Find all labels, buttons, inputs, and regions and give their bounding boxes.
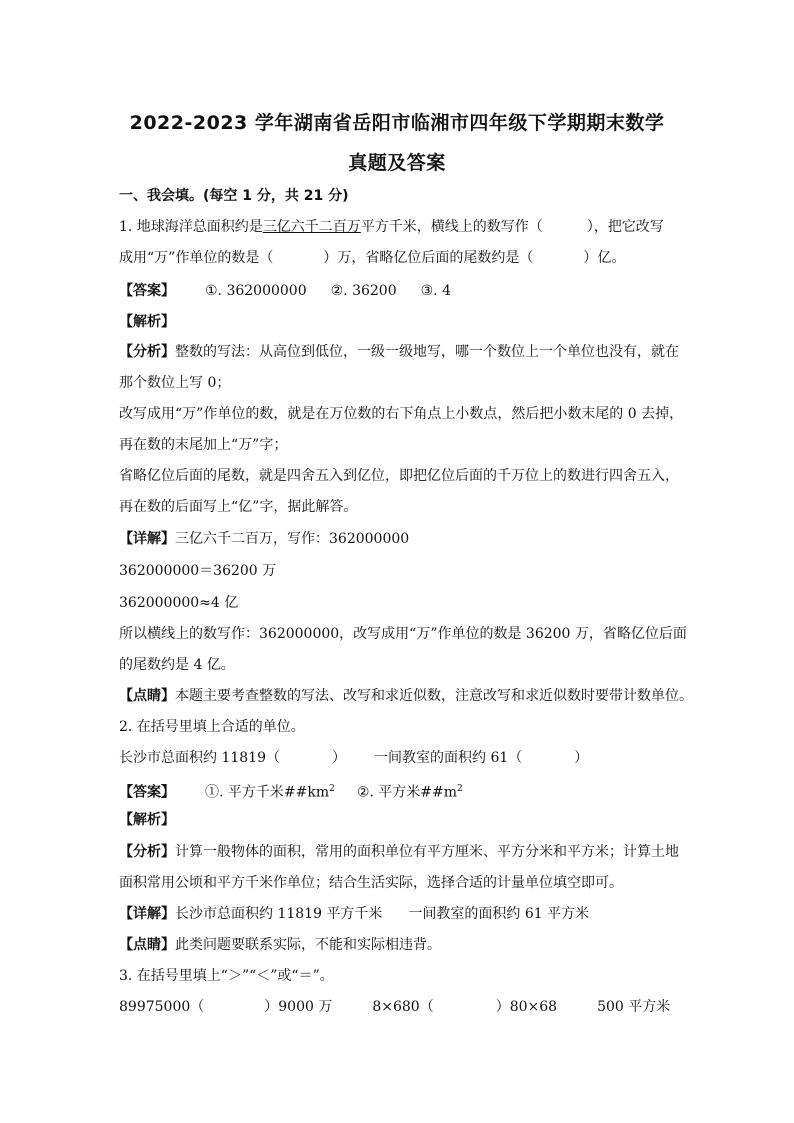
q1-analysis-tag: 【解析】 — [119, 314, 175, 330]
fenxi-tag: 【分析】 — [119, 844, 175, 860]
section-heading: 一、我会填。(每空 1 分，共 21 分) — [119, 188, 349, 204]
q1-stem-a: 1. 地球海洋总面积约是 — [119, 219, 263, 235]
answer-tag: 【答案】 — [119, 283, 175, 299]
fenxi-tag: 【分析】 — [119, 344, 175, 360]
q1-fenxi-6: 再在数的后面写上“亿”字，据此解答。 — [119, 499, 358, 515]
q2-xiangjie — [119, 905, 589, 923]
q2-fenxi-2: 面积常用公顷和平方千米作单位；结合生活实际，选择合适的计量单位填空即可。 — [119, 875, 623, 891]
q1-fenxi-1 — [119, 343, 679, 361]
q1-fenxi-4: 再在数的末尾加上“万”字； — [119, 437, 288, 453]
dianjing-tag: 【点睛】 — [119, 688, 175, 704]
q1-answer-1: ①. 362000000 — [205, 283, 307, 299]
q2-xiangjie-text: 长沙市总面积约 11819 平方千米 — [175, 906, 383, 922]
q1-xiangjie-5: 的尾数约是 4 亿。 — [119, 657, 235, 673]
q1-answer-3: ③. 4 — [420, 283, 451, 299]
q1-xiangjie-1 — [119, 530, 409, 548]
document-title-line1: 2022-2023 学年湖南省岳阳市临湘市四年级下学期期末数学 — [129, 112, 665, 134]
q2-answer-1: ①. 平方千米##km — [205, 784, 330, 801]
q3-a: 89975000（ — [119, 999, 205, 1015]
q1-stem-line2-b: ）万，省略亿位后面的尾数约是（ — [323, 250, 534, 266]
dianjing-tag: 【点睛】 — [119, 937, 175, 953]
q2-xiangjie-text-b: 一间教室的面积约 61 平方米 — [408, 906, 590, 922]
q2-answer — [119, 780, 463, 802]
q1-answer — [119, 282, 475, 300]
q1-stem-line2 — [119, 249, 625, 267]
q1-xiangjie-text-1: 三亿六千二百万，写作：362000000 — [175, 531, 410, 547]
q3-stem: 3. 在括号里填上“＞”“＜”或“＝”。 — [119, 968, 334, 984]
q1-stem-line2-c: ）亿。 — [583, 250, 626, 266]
q3-c: 500 平方米 — [597, 999, 671, 1015]
q1-stem-b: 平方千米，横线上的数写作（ — [360, 219, 543, 235]
q2-stem: 2. 在括号里填上合适的单位。 — [119, 719, 305, 735]
q2-dianjing — [119, 936, 441, 954]
q1-stem-c: ），把它改写 — [586, 219, 664, 235]
superscript-2: 2 — [329, 784, 335, 794]
q1-answer-2: ②. 36200 — [330, 283, 397, 299]
q1-fenxi-3: 改写成用“万”作单位的数，就是在万位数的右下角点上小数点，然后把小数末尾的 0 去掉， — [119, 406, 684, 422]
q1-fenxi-5: 省略亿位后面的尾数，就是四舍五入到亿位，即把亿位后面的千万位上的数进行四舍五入， — [119, 468, 679, 484]
q1-underlined-number: 三亿六千二百万 — [262, 219, 361, 235]
q3-fill-line — [119, 998, 670, 1016]
q2-analysis-tag: 【解析】 — [119, 812, 175, 828]
q2-fenxi-text-1: 计算一般物体的面积，常用的面积单位有平方厘米、平方分米和平方米；计算土地 — [175, 844, 679, 860]
document-title-line2: 真题及答案 — [348, 152, 446, 174]
q1-xiangjie-2: 362000000＝36200 万 — [119, 563, 277, 579]
q2-answer-2: ②. 平方米##m — [356, 784, 458, 801]
q1-dianjing — [119, 687, 693, 705]
q1-fenxi-text-1: 整数的写法：从高位到低位，一级一级地写，哪一个数位上一个单位也没有，就在 — [175, 344, 679, 360]
q2-line-d: ） — [574, 750, 589, 766]
q2-dianjing-text: 此类问题要联系实际，不能和实际相违背。 — [175, 937, 441, 953]
q3-a2: ）9000 万 — [264, 999, 333, 1015]
answer-tag: 【答案】 — [119, 784, 175, 801]
q2-line-c: 一间教室的面积约 61（ — [374, 750, 523, 766]
q1-xiangjie-3: 362000000≈4 亿 — [119, 595, 239, 611]
superscript-2: 2 — [457, 784, 463, 794]
q1-xiangjie-4: 所以横线上的数写作：362000000，改写成用“万”作单位的数是 36200 万，省略亿位后面 — [119, 626, 687, 642]
q1-stem-line2-a: 成用“万”作单位的数是（ — [119, 250, 274, 266]
q2-fill-line — [119, 749, 588, 767]
q3-b2: ）80×68 — [495, 999, 558, 1015]
xiangjie-tag: 【详解】 — [119, 906, 175, 922]
q1-stem-line1 — [119, 218, 664, 236]
xiangjie-tag: 【详解】 — [119, 531, 175, 547]
q1-dianjing-text: 本题主要考查整数的写法、改写和求近似数，注意改写和求近似数时要带计数单位。 — [175, 688, 693, 704]
q3-b: 8×680（ — [372, 999, 434, 1015]
q2-fenxi-1 — [119, 843, 679, 861]
q2-line-a: 长沙市总面积约 11819（ — [119, 750, 280, 766]
q1-fenxi-2: 那个数位上写 0； — [119, 375, 231, 391]
q2-line-b: ） — [332, 750, 346, 766]
